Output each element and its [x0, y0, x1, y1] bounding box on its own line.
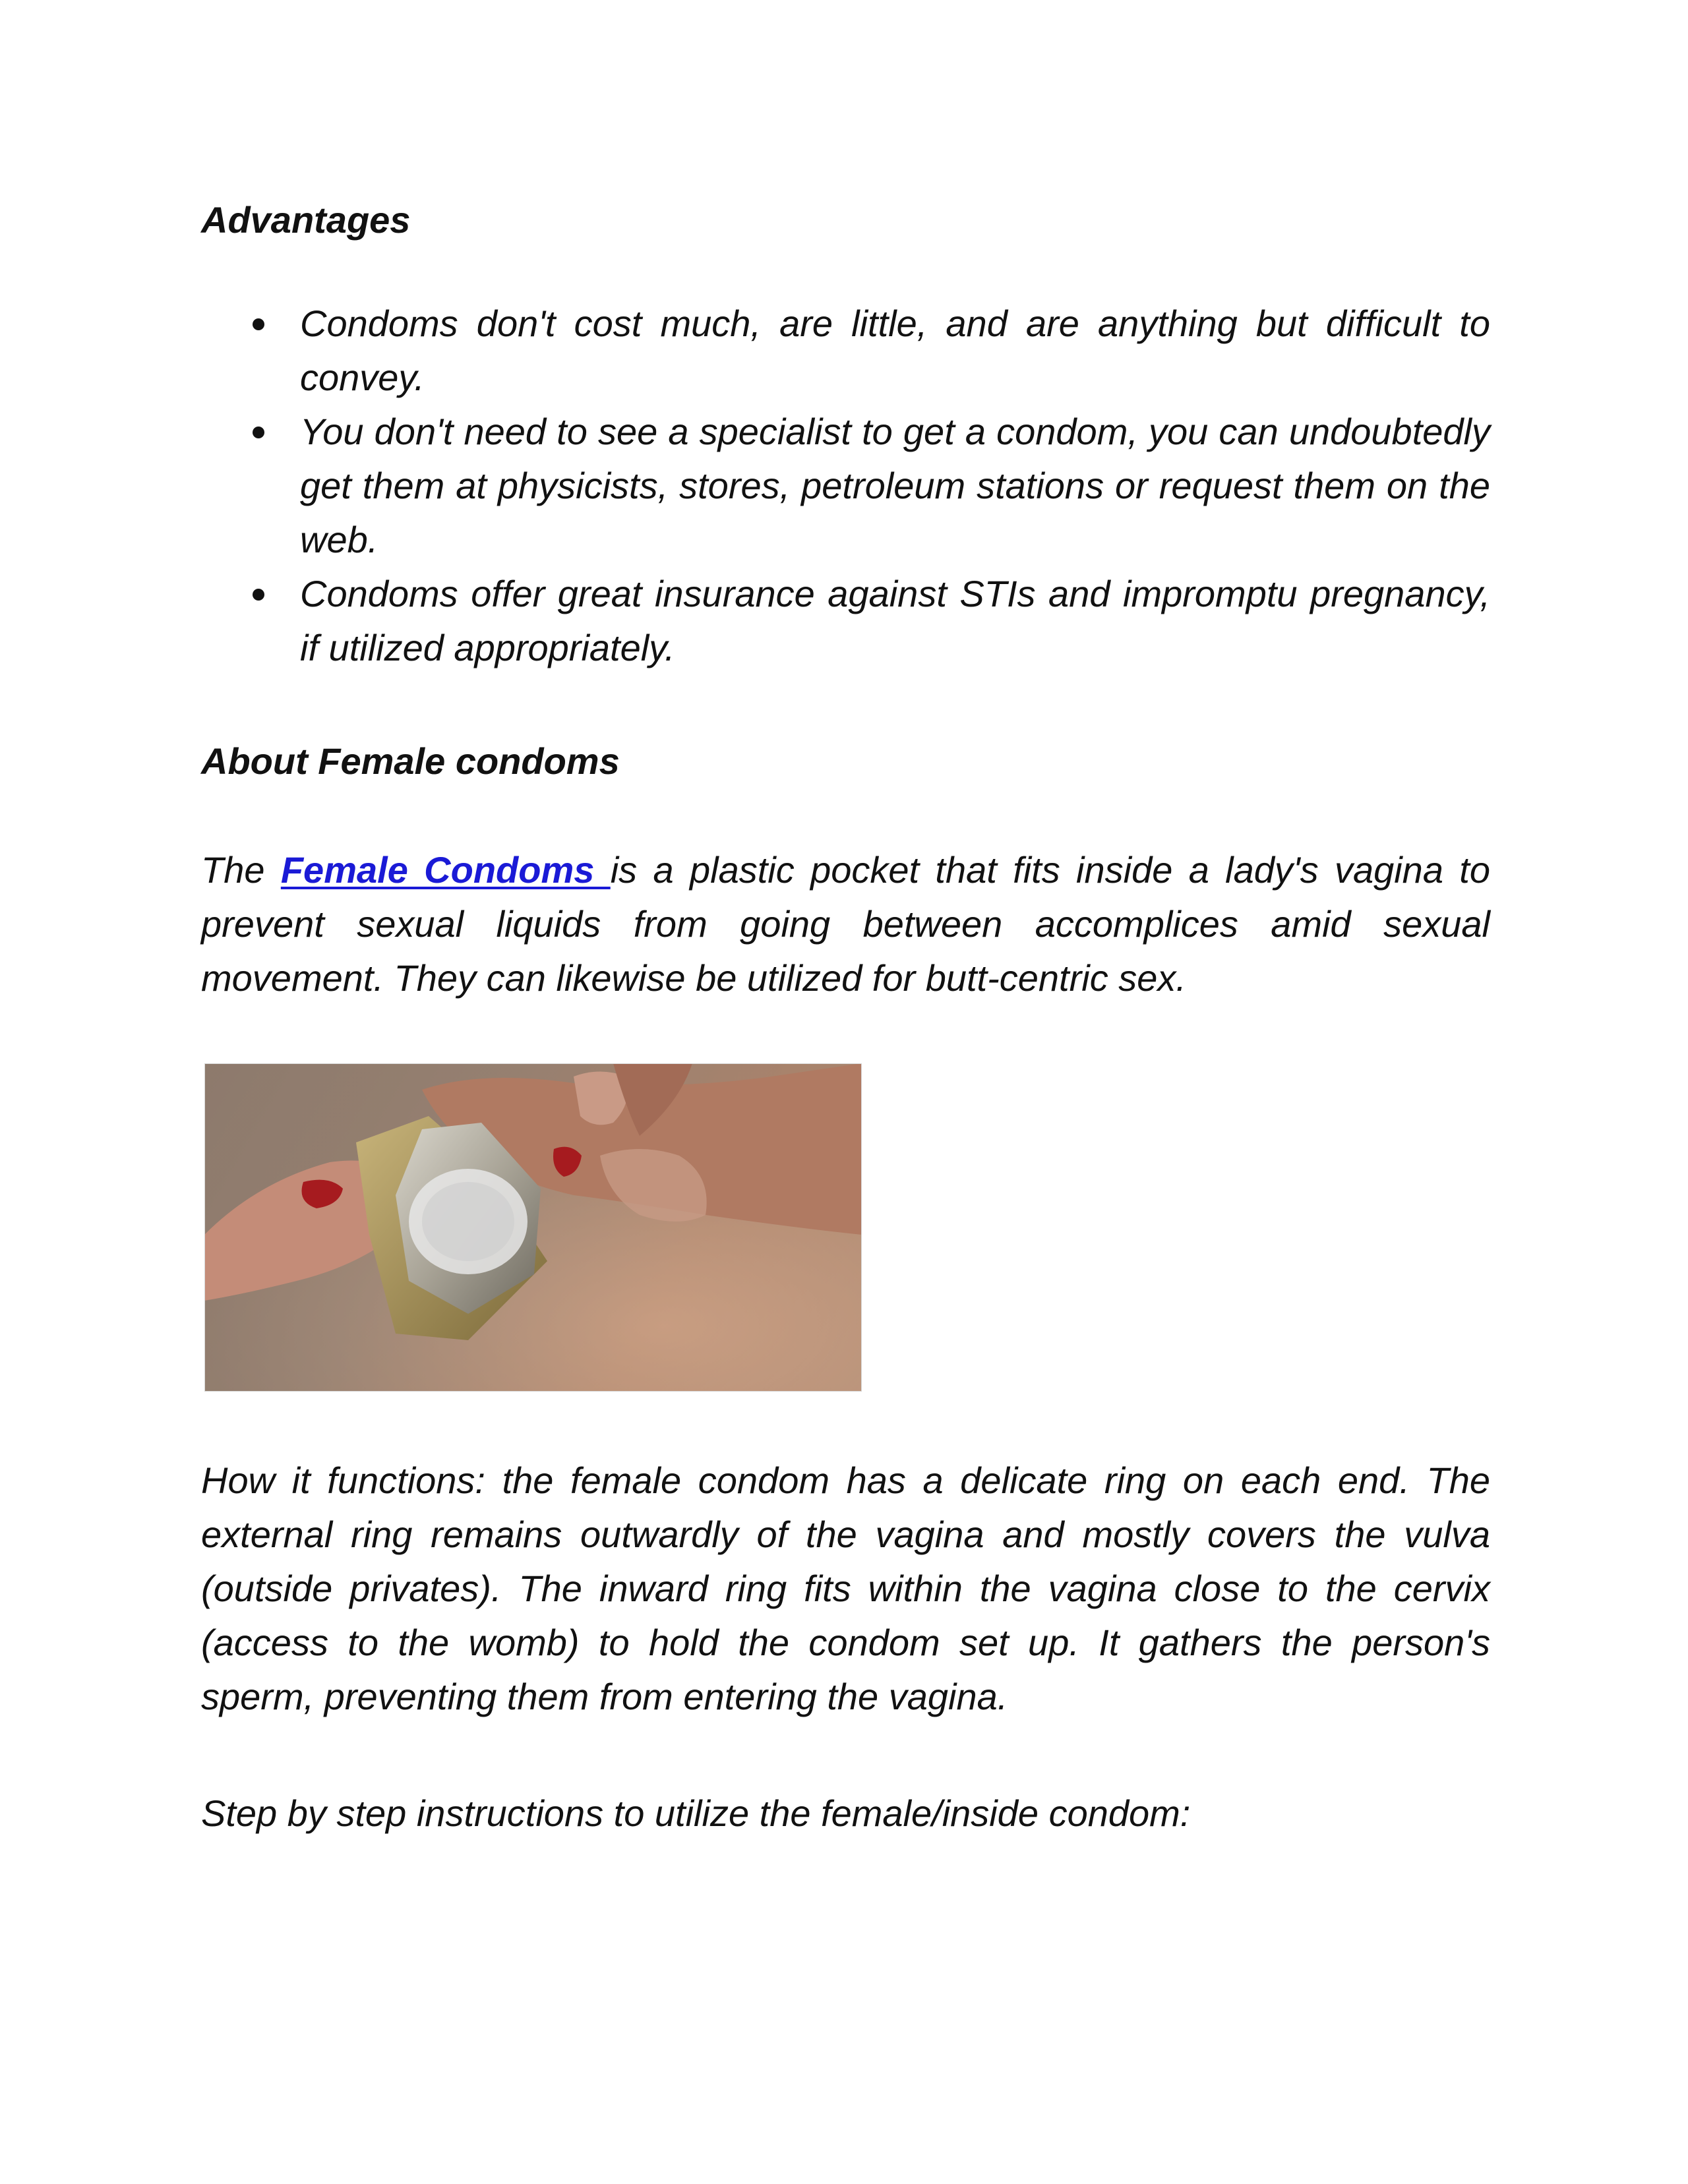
bullet-text: Condoms offer great insurance against STIs and impromptu pregnancy, if utilized appropriately.	[300, 573, 1490, 668]
female-condoms-link[interactable]: Female Condoms	[280, 849, 611, 891]
advantages-heading: Advantages	[201, 199, 411, 241]
condom-packet-illustration	[204, 1063, 862, 1392]
intro-suffix: is a plastic pocket that fits inside a lady's vagina to prevent sexual liquids from going between accomplices amid sexual movement. They can likewise be utilized for butt-centric sex.	[201, 849, 1490, 999]
list-item	[201, 297, 1490, 405]
bullet-icon	[253, 318, 264, 330]
intro-prefix: The	[201, 849, 281, 891]
female-condoms-heading: About Female condoms	[201, 740, 620, 782]
list-item	[201, 405, 1490, 567]
condom-packet-photo	[204, 1063, 862, 1392]
list-item	[201, 567, 1490, 675]
female-condoms-intro	[201, 843, 1490, 1005]
instructions-intro: Step by step instructions to utilize the female/inside condom:	[201, 1792, 1191, 1834]
bullet-icon	[253, 427, 264, 438]
how-it-works-paragraph: How it functions: the female condom has a delicate ring on each end. The external ring remains outwardly of the vagina and mostly covers the vulva (outside privates). The inward ring fits within the vagina close to the cervix (access to the womb) to hold the condom set up. It gathers the person's sperm, preventing them from entering the vagina.	[201, 1460, 1490, 1717]
bullet-icon	[253, 589, 264, 601]
advantages-list	[201, 297, 1490, 675]
bullet-text: You don't need to see a specialist to get a condom, you can undoubtedly get them at physicists, stores, petroleum stations or request them on the web.	[300, 411, 1490, 560]
bullet-text: Condoms don't cost much, are little, and are anything but difficult to convey.	[300, 303, 1490, 398]
